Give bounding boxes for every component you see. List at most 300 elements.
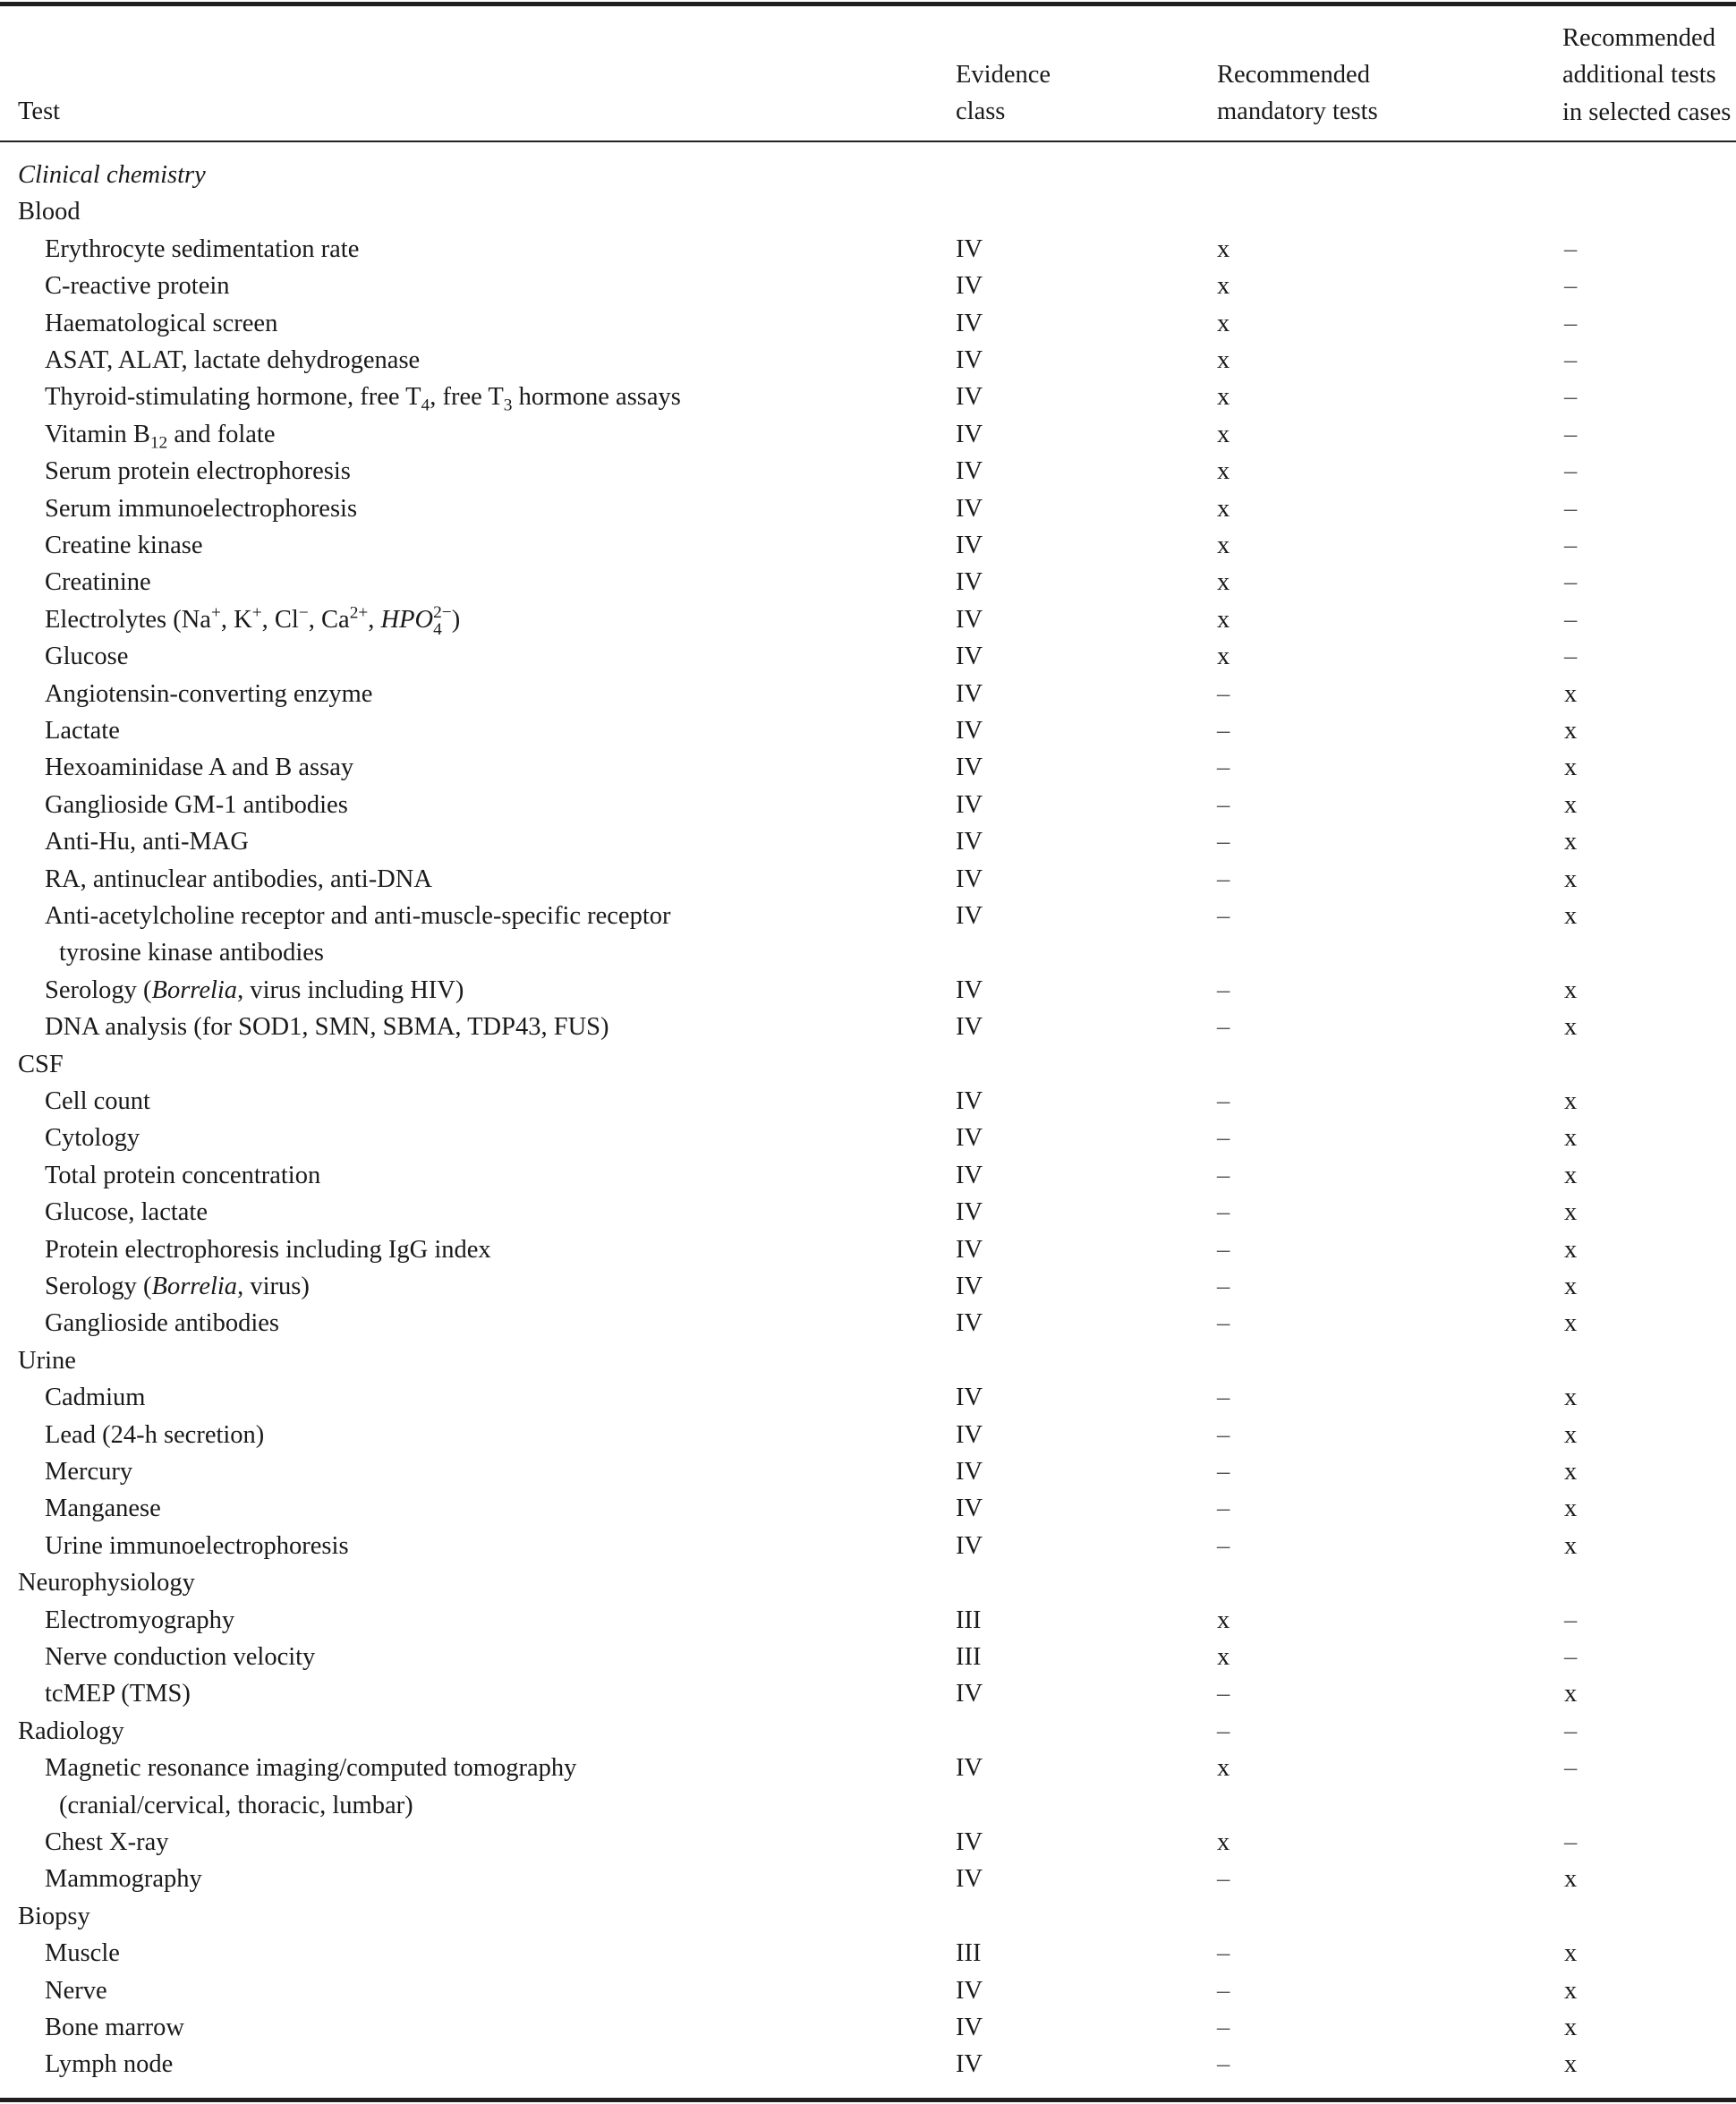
test-name-cell bbox=[45, 823, 249, 860]
table-top-rule bbox=[0, 2, 1736, 6]
mandatory-cell: – bbox=[1217, 1865, 1230, 1894]
test-label-continuation: (cranial/cervical, thoracic, lumbar) bbox=[59, 1791, 413, 1819]
header-mandatory bbox=[1217, 56, 1378, 131]
label-part: hormone assays bbox=[512, 383, 681, 412]
evidence-class-cell: IV bbox=[956, 828, 983, 856]
mandatory-cell: – bbox=[1217, 1531, 1230, 1560]
test-name-cell bbox=[45, 1490, 161, 1527]
additional-cell: – bbox=[1564, 420, 1578, 448]
additional-cell: x bbox=[1564, 790, 1578, 819]
table-row bbox=[0, 1157, 1736, 1194]
evidence-class-cell: IV bbox=[956, 865, 983, 893]
group-heading-row bbox=[0, 1713, 1736, 1750]
test-label: Total protein concentration bbox=[45, 1161, 321, 1189]
mandatory-cell: x bbox=[1217, 1606, 1230, 1634]
label-part: − bbox=[298, 603, 309, 623]
header-mandatory-line1: Recommended bbox=[1217, 61, 1370, 89]
table-row bbox=[0, 972, 1736, 1009]
label-part: ) bbox=[451, 605, 461, 634]
additional-cell: – bbox=[1564, 346, 1578, 374]
test-name-cell bbox=[45, 416, 275, 453]
additional-cell: x bbox=[1564, 828, 1578, 856]
test-label: C-reactive protein bbox=[45, 272, 230, 301]
test-label: Angiotensin-converting enzyme bbox=[45, 679, 373, 708]
table-row bbox=[0, 787, 1736, 823]
label-part: Borrelia bbox=[151, 975, 238, 1004]
label-part: 2− bbox=[433, 602, 452, 622]
mandatory-cell: x bbox=[1217, 309, 1230, 337]
test-label: Serum immunoelectrophoresis bbox=[45, 494, 358, 523]
test-label: Magnetic resonance imaging/computed tomography bbox=[45, 1754, 577, 1783]
additional-cell: – bbox=[1564, 1643, 1578, 1671]
test-label: Mammography bbox=[45, 1865, 202, 1894]
group-heading-row bbox=[0, 1898, 1736, 1935]
mandatory-cell: – bbox=[1217, 2050, 1230, 2079]
table-row bbox=[0, 861, 1736, 898]
mandatory-cell: – bbox=[1217, 1458, 1230, 1486]
test-name-cell bbox=[45, 676, 372, 712]
evidence-class-cell: IV bbox=[956, 1458, 983, 1486]
test-label: Bone marrow bbox=[45, 2014, 184, 2041]
evidence-class-cell: IV bbox=[956, 2014, 983, 2041]
additional-cell: – bbox=[1564, 1716, 1578, 1745]
additional-cell: x bbox=[1564, 902, 1578, 930]
mandatory-cell: – bbox=[1217, 1309, 1230, 1338]
additional-cell: – bbox=[1564, 457, 1578, 486]
table-row bbox=[0, 1305, 1736, 1342]
additional-cell: – bbox=[1564, 1828, 1578, 1856]
test-name-cell bbox=[45, 1824, 169, 1861]
test-name-cell bbox=[45, 564, 151, 601]
test-name-cell bbox=[45, 1120, 140, 1156]
test-label: Nerve conduction velocity bbox=[45, 1643, 316, 1671]
test-label: Creatine kinase bbox=[45, 532, 203, 559]
test-name-cell bbox=[45, 231, 359, 268]
test-name-cell bbox=[45, 453, 351, 490]
test-label: Creatinine bbox=[45, 568, 151, 597]
test-label: Anti-Hu, anti-MAG bbox=[45, 828, 249, 856]
evidence-class-cell: IV bbox=[956, 1754, 983, 1783]
test-name-cell bbox=[18, 157, 206, 193]
table-row bbox=[0, 1675, 1736, 1712]
label-part: Thyroid-stimulating hormone, free T bbox=[45, 383, 421, 412]
table-row bbox=[0, 1750, 1736, 1824]
table-row bbox=[0, 268, 1736, 304]
test-name-cell bbox=[45, 527, 202, 564]
additional-cell: – bbox=[1564, 568, 1578, 597]
mandatory-cell: – bbox=[1217, 1235, 1230, 1264]
test-label: CSF bbox=[18, 1050, 64, 1078]
mandatory-cell: x bbox=[1217, 494, 1230, 523]
test-name-cell bbox=[45, 787, 348, 823]
header-additional-line1: Recommended bbox=[1562, 24, 1715, 52]
test-label: Protein electrophoresis including IgG index bbox=[45, 1235, 491, 1264]
mandatory-cell: – bbox=[1217, 790, 1230, 819]
table-row bbox=[0, 1194, 1736, 1231]
mandatory-cell: – bbox=[1217, 1198, 1230, 1227]
test-label: Muscle bbox=[45, 1939, 120, 1968]
additional-cell: x bbox=[1564, 1531, 1578, 1560]
evidence-class-cell: III bbox=[956, 1606, 982, 1634]
test-name-cell bbox=[45, 1194, 208, 1231]
table-row bbox=[0, 379, 1736, 415]
mandatory-cell: x bbox=[1217, 1754, 1230, 1783]
mandatory-cell: x bbox=[1217, 346, 1230, 374]
table-row bbox=[0, 1528, 1736, 1564]
test-label: Electromyography bbox=[45, 1606, 235, 1634]
mandatory-cell: – bbox=[1217, 2014, 1230, 2041]
additional-cell: x bbox=[1564, 865, 1578, 893]
label-part: , virus including HIV) bbox=[237, 975, 464, 1004]
evidence-class-cell: IV bbox=[956, 754, 983, 782]
additional-cell: x bbox=[1564, 2014, 1578, 2041]
test-name-cell bbox=[45, 1639, 315, 1675]
test-name-cell bbox=[45, 712, 120, 749]
table-row bbox=[0, 676, 1736, 712]
additional-cell: – bbox=[1564, 532, 1578, 559]
evidence-class-cell: IV bbox=[956, 1161, 983, 1189]
evidence-class-cell: IV bbox=[956, 234, 983, 263]
table-row bbox=[0, 712, 1736, 749]
additional-cell: x bbox=[1564, 1273, 1578, 1300]
evidence-class-cell: IV bbox=[956, 1420, 983, 1449]
test-name-cell bbox=[45, 972, 464, 1009]
additional-cell: – bbox=[1564, 1754, 1578, 1783]
table-row bbox=[0, 749, 1736, 786]
additional-cell: x bbox=[1564, 1235, 1578, 1264]
additional-cell: x bbox=[1564, 1384, 1578, 1412]
table-row bbox=[0, 2046, 1736, 2083]
additional-cell: x bbox=[1564, 1198, 1578, 1227]
test-name-cell bbox=[45, 268, 230, 304]
header-additional-line2: additional tests bbox=[1562, 61, 1716, 89]
additional-cell: x bbox=[1564, 1309, 1578, 1338]
additional-cell: x bbox=[1564, 717, 1578, 745]
mandatory-cell: x bbox=[1217, 234, 1230, 263]
evidence-class-cell: IV bbox=[956, 420, 983, 448]
test-label: Cadmium bbox=[45, 1384, 146, 1412]
test-name-cell bbox=[45, 379, 681, 415]
table-row bbox=[0, 564, 1736, 601]
test-name-cell bbox=[45, 2046, 173, 2083]
label-part: and folate bbox=[167, 420, 276, 448]
test-label: Ganglioside GM-1 antibodies bbox=[45, 790, 348, 819]
table-row bbox=[0, 1417, 1736, 1453]
test-name-cell bbox=[45, 1602, 234, 1639]
mandatory-cell: – bbox=[1217, 1495, 1230, 1523]
mandatory-cell: – bbox=[1217, 1976, 1230, 2005]
test-label: Mercury bbox=[45, 1458, 133, 1486]
label-part: , Ca bbox=[308, 605, 350, 634]
mandatory-cell: – bbox=[1217, 1716, 1230, 1745]
test-name-cell bbox=[45, 1861, 202, 1897]
additional-cell: x bbox=[1564, 679, 1578, 708]
additional-cell: – bbox=[1564, 383, 1578, 412]
test-name-cell bbox=[45, 1750, 576, 1824]
mandatory-cell: – bbox=[1217, 1273, 1230, 1300]
evidence-class-cell: IV bbox=[956, 790, 983, 819]
table-row bbox=[0, 1379, 1736, 1416]
evidence-class-cell: IV bbox=[956, 1531, 983, 1560]
additional-cell: x bbox=[1564, 1865, 1578, 1894]
test-label: Lymph node bbox=[45, 2050, 174, 2079]
mandatory-cell: – bbox=[1217, 1680, 1230, 1708]
group-heading-row bbox=[0, 193, 1736, 230]
header-evidence-line2: class bbox=[956, 98, 1006, 126]
mandatory-cell: x bbox=[1217, 420, 1230, 448]
label-part: Serology ( bbox=[45, 975, 152, 1004]
test-name-cell bbox=[18, 1046, 64, 1083]
group-heading-row bbox=[0, 1046, 1736, 1083]
additional-cell: – bbox=[1564, 605, 1578, 634]
table-row bbox=[0, 1268, 1736, 1305]
evidence-class-cell: IV bbox=[956, 605, 983, 634]
table-row bbox=[0, 1009, 1736, 1045]
test-label: Neurophysiology bbox=[18, 1569, 195, 1597]
mandatory-cell: x bbox=[1217, 643, 1230, 671]
test-name-cell bbox=[18, 193, 81, 230]
table-row bbox=[0, 1120, 1736, 1156]
evidence-class-cell: IV bbox=[956, 643, 983, 671]
label-part: Serology ( bbox=[45, 1273, 152, 1300]
label-part: Borrelia bbox=[151, 1273, 238, 1300]
test-label: Chest X-ray bbox=[45, 1828, 169, 1856]
label-part: 2+ bbox=[349, 603, 369, 623]
additional-cell: – bbox=[1564, 1606, 1578, 1634]
evidence-class-cell: IV bbox=[956, 1680, 983, 1708]
table-row bbox=[0, 231, 1736, 268]
evidence-class-cell: IV bbox=[956, 1273, 983, 1300]
test-label: Radiology bbox=[18, 1716, 124, 1745]
test-label: Glucose bbox=[45, 643, 129, 671]
additional-cell: x bbox=[1564, 1420, 1578, 1449]
group-heading-row bbox=[0, 1564, 1736, 1601]
charge-subscript bbox=[433, 604, 452, 639]
table-row bbox=[0, 1490, 1736, 1527]
mandatory-cell: – bbox=[1217, 1087, 1230, 1115]
evidence-class-cell: IV bbox=[956, 272, 983, 301]
test-label: Urine immunoelectrophoresis bbox=[45, 1531, 349, 1560]
label-part: + bbox=[251, 603, 262, 623]
label-part: , free T bbox=[430, 383, 504, 412]
label-part: HPO bbox=[380, 605, 434, 634]
test-name-cell bbox=[45, 1083, 150, 1120]
evidence-class-cell: IV bbox=[956, 1495, 983, 1523]
header-evidence-line1: Evidence bbox=[956, 61, 1051, 89]
mandatory-cell: x bbox=[1217, 383, 1230, 412]
mandatory-cell: – bbox=[1217, 865, 1230, 893]
evidence-class-cell: IV bbox=[956, 2050, 983, 2079]
table-bottom-rule bbox=[0, 2098, 1736, 2102]
mandatory-cell: x bbox=[1217, 605, 1230, 634]
header-test: Test bbox=[18, 98, 61, 125]
test-label: Nerve bbox=[45, 1976, 107, 2005]
mandatory-cell: – bbox=[1217, 717, 1230, 745]
evidence-class-cell: IV bbox=[956, 457, 983, 486]
label-part: 4 bbox=[421, 396, 430, 416]
test-label: Ganglioside antibodies bbox=[45, 1309, 279, 1338]
mandatory-cell: – bbox=[1217, 828, 1230, 856]
test-label: DNA analysis (for SOD1, SMN, SBMA, TDP43, FUS) bbox=[45, 1013, 609, 1042]
mandatory-cell: – bbox=[1217, 1939, 1230, 1968]
test-label: Cytology bbox=[45, 1124, 140, 1153]
evidence-class-cell: IV bbox=[956, 494, 983, 523]
evidence-class-cell: IV bbox=[956, 1828, 983, 1856]
table-row bbox=[0, 1083, 1736, 1120]
evidence-class-cell: IV bbox=[956, 1124, 983, 1153]
table-row bbox=[0, 898, 1736, 972]
table-row bbox=[0, 453, 1736, 490]
test-label: Glucose, lactate bbox=[45, 1198, 208, 1227]
table-row bbox=[0, 1639, 1736, 1675]
test-label: Biopsy bbox=[18, 1902, 90, 1930]
evidence-class-cell: IV bbox=[956, 1198, 983, 1227]
additional-cell: x bbox=[1564, 1495, 1578, 1523]
mandatory-cell: x bbox=[1217, 1828, 1230, 1856]
evidence-class-cell: IV bbox=[956, 309, 983, 337]
test-label: Erythrocyte sedimentation rate bbox=[45, 234, 360, 263]
test-name-cell bbox=[45, 1417, 264, 1453]
table-row bbox=[0, 416, 1736, 453]
test-name-cell bbox=[45, 1305, 279, 1342]
test-label: tcMEP (TMS) bbox=[45, 1680, 191, 1708]
mandatory-cell: – bbox=[1217, 975, 1230, 1004]
additional-cell: x bbox=[1564, 1161, 1578, 1189]
mandatory-cell: x bbox=[1217, 1643, 1230, 1671]
label-part: 12 bbox=[149, 433, 168, 453]
label-part: , Cl bbox=[261, 605, 299, 634]
mandatory-cell: x bbox=[1217, 272, 1230, 301]
test-name-cell bbox=[45, 1935, 120, 1972]
header-additional bbox=[1562, 20, 1731, 131]
test-label: Cell count bbox=[45, 1087, 150, 1115]
additional-cell: x bbox=[1564, 2050, 1578, 2079]
table-row bbox=[0, 2009, 1736, 2046]
test-name-cell bbox=[45, 1675, 191, 1712]
test-name-cell bbox=[45, 1231, 491, 1268]
header-bottom-rule bbox=[0, 141, 1736, 142]
test-name-cell bbox=[45, 1972, 107, 2009]
table-row bbox=[0, 1861, 1736, 1897]
test-name-cell bbox=[45, 342, 420, 379]
mandatory-cell: – bbox=[1217, 1420, 1230, 1449]
mandatory-cell: x bbox=[1217, 457, 1230, 486]
table-row bbox=[0, 342, 1736, 379]
table-row bbox=[0, 1231, 1736, 1268]
group-heading-row bbox=[0, 1342, 1736, 1379]
additional-cell: x bbox=[1564, 1458, 1578, 1486]
test-name-cell bbox=[45, 861, 432, 898]
table-row bbox=[0, 490, 1736, 527]
evidence-class-cell: IV bbox=[956, 1087, 983, 1115]
label-part: , K bbox=[220, 605, 252, 634]
label-part: 3 bbox=[503, 396, 513, 416]
mandatory-cell: – bbox=[1217, 679, 1230, 708]
table-row bbox=[0, 1972, 1736, 2009]
mandatory-cell: x bbox=[1217, 532, 1230, 559]
additional-cell: x bbox=[1564, 1124, 1578, 1153]
evidence-class-cell: IV bbox=[956, 1384, 983, 1412]
section-heading-row bbox=[0, 157, 1736, 193]
label-part: Electrolytes (Na bbox=[45, 605, 211, 634]
additional-cell: – bbox=[1564, 309, 1578, 337]
table-row bbox=[0, 1824, 1736, 1861]
additional-cell: x bbox=[1564, 1087, 1578, 1115]
test-name-cell bbox=[45, 1268, 310, 1305]
test-name-cell bbox=[18, 1898, 90, 1935]
additional-cell: – bbox=[1564, 234, 1578, 263]
additional-cell: x bbox=[1564, 1939, 1578, 1968]
test-name-cell bbox=[45, 1528, 349, 1564]
test-label: ASAT, ALAT, lactate dehydrogenase bbox=[45, 346, 421, 374]
additional-cell: x bbox=[1564, 975, 1578, 1004]
additional-cell: x bbox=[1564, 1013, 1578, 1042]
test-label: Serum protein electrophoresis bbox=[45, 457, 351, 486]
table-row bbox=[0, 305, 1736, 342]
test-label: Urine bbox=[18, 1346, 76, 1375]
mandatory-cell: x bbox=[1217, 568, 1230, 597]
evidence-class-cell: III bbox=[956, 1939, 982, 1968]
test-name-cell bbox=[45, 1009, 609, 1045]
evidence-class-cell: IV bbox=[956, 1865, 983, 1894]
test-label: Hexoaminidase A and B assay bbox=[45, 754, 354, 782]
test-name-cell bbox=[45, 1157, 320, 1194]
label-part: + bbox=[210, 603, 221, 623]
evidence-class-cell: IV bbox=[956, 346, 983, 374]
test-name-cell bbox=[45, 1379, 145, 1416]
mandatory-cell: – bbox=[1217, 1161, 1230, 1189]
label-part: 4 bbox=[433, 620, 442, 640]
additional-cell: x bbox=[1564, 1976, 1578, 2005]
additional-cell: x bbox=[1564, 1680, 1578, 1708]
mandatory-cell: – bbox=[1217, 1384, 1230, 1412]
evidence-class-cell: IV bbox=[956, 383, 983, 412]
additional-cell: – bbox=[1564, 494, 1578, 523]
test-label: Clinical chemistry bbox=[18, 161, 206, 189]
additional-cell: x bbox=[1564, 754, 1578, 782]
mandatory-cell: – bbox=[1217, 1124, 1230, 1153]
test-name-cell bbox=[45, 898, 671, 972]
test-label: Haematological screen bbox=[45, 309, 278, 337]
header-evidence-class bbox=[956, 56, 1051, 131]
test-name-cell bbox=[18, 1713, 124, 1750]
evidence-class-cell: III bbox=[956, 1643, 982, 1671]
evidence-class-cell: IV bbox=[956, 1235, 983, 1264]
evidence-class-cell: IV bbox=[956, 1976, 983, 2005]
additional-cell: – bbox=[1564, 272, 1578, 301]
table-row bbox=[0, 527, 1736, 564]
test-name-cell bbox=[45, 305, 277, 342]
evidence-class-cell: IV bbox=[956, 1309, 983, 1338]
table-row bbox=[0, 1602, 1736, 1639]
table-row bbox=[0, 601, 1736, 638]
test-name-cell bbox=[45, 638, 128, 675]
table-row bbox=[0, 1453, 1736, 1490]
test-name-cell bbox=[45, 1453, 132, 1490]
label-part: Vitamin B bbox=[45, 420, 150, 448]
evidence-class-cell: IV bbox=[956, 568, 983, 597]
label-part: , virus) bbox=[237, 1273, 310, 1300]
test-label-continuation: tyrosine kinase antibodies bbox=[59, 939, 325, 967]
test-name-cell bbox=[45, 2009, 184, 2046]
test-name-cell bbox=[18, 1564, 195, 1601]
test-name-cell bbox=[45, 601, 460, 639]
test-label: RA, antinuclear antibodies, anti-DNA bbox=[45, 865, 432, 893]
evidence-class-cell: IV bbox=[956, 902, 983, 930]
mandatory-cell: – bbox=[1217, 754, 1230, 782]
test-name-cell bbox=[45, 749, 353, 786]
evidence-class-cell: IV bbox=[956, 717, 983, 745]
